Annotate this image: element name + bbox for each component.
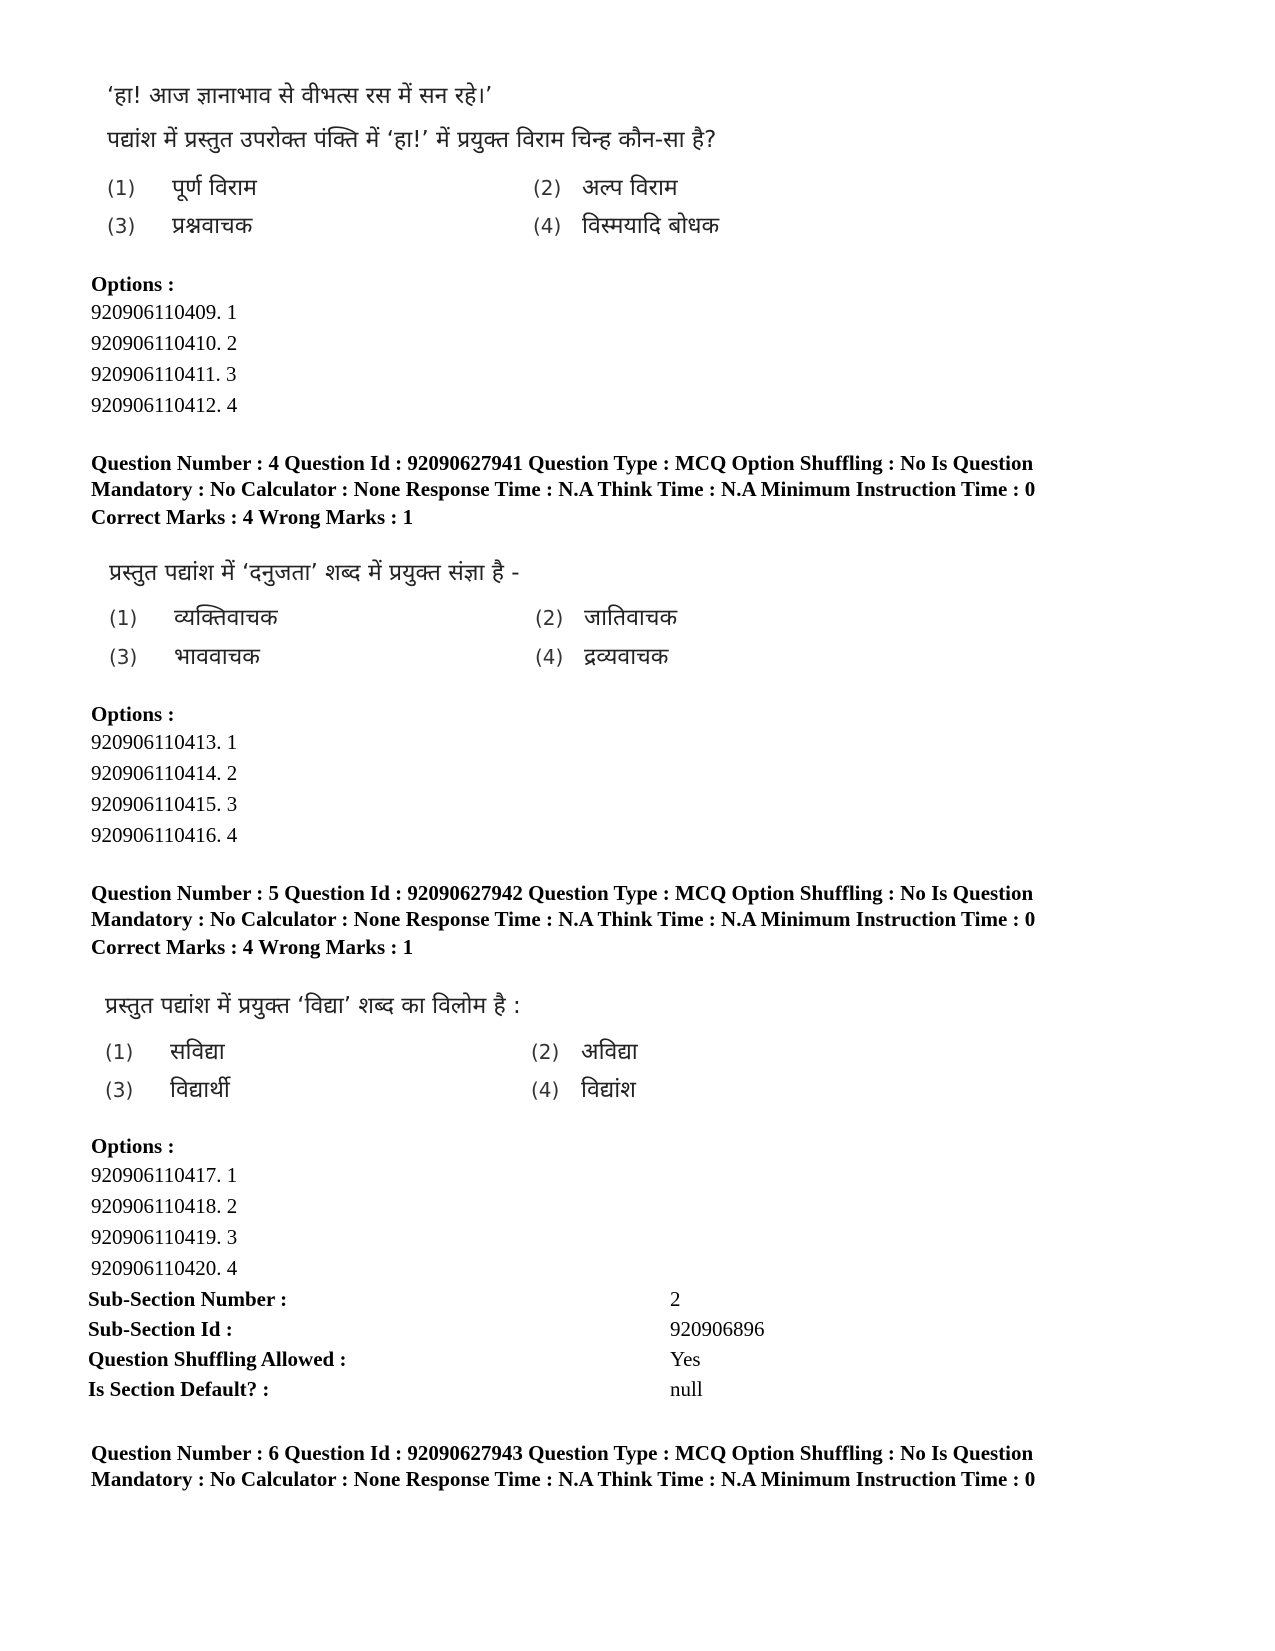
- q5-question-text: प्रस्तुत पद्यांश में प्रयुक्त ‘विद्या’ शब्द का विलोम है :: [105, 993, 521, 1019]
- q5-header-line-2: Mandatory : No Calculator : None Response Time : N.A Think Time : N.A Minimum Instruction Time : 0: [91, 907, 1036, 931]
- q5-choice-4-number: (4): [531, 1078, 560, 1102]
- q4-header-line-1: Question Number : 4 Question Id : 92090627941 Question Type : MCQ Option Shuffling : No Is Question: [91, 451, 1034, 475]
- option-item: 920906110414. 2: [91, 761, 238, 785]
- q3-choice-2-text: अल्प विराम: [582, 175, 678, 201]
- q3-choice-4-text: विस्मयादि बोधक: [582, 213, 720, 239]
- q4-choice-1-number: (1): [109, 606, 138, 630]
- q4-choice-4-text: द्रव्यवाचक: [584, 644, 669, 670]
- q4-choice-2-text: जातिवाचक: [584, 605, 678, 631]
- q3-choice-4-number: (4): [533, 214, 562, 238]
- option-item: 920906110409. 1: [91, 300, 238, 324]
- q4-options-label: Options :: [91, 702, 175, 726]
- option-item: 920906110412. 4: [91, 393, 238, 417]
- section-default-value: null: [670, 1377, 703, 1401]
- q4-choice-3-number: (3): [109, 645, 138, 669]
- question-shuffling-value: Yes: [670, 1347, 701, 1371]
- q5-choice-2-text: अविद्या: [581, 1039, 638, 1065]
- q5-options-list: [91, 1160, 237, 1284]
- option-item: 920906110419. 3: [91, 1225, 238, 1249]
- q5-options-label: Options :: [91, 1134, 175, 1158]
- option-item: 920906110417. 1: [91, 1163, 238, 1187]
- q4-choice-3-text: भाववाचक: [174, 644, 260, 670]
- subsection-id-value: 920906896: [670, 1317, 765, 1341]
- option-item: 920906110416. 4: [91, 823, 238, 847]
- q5-marks: Correct Marks : 4 Wrong Marks : 1: [91, 935, 414, 959]
- q5-choice-3-text: विद्यार्थी: [170, 1077, 230, 1103]
- q3-choice-3-text: प्रश्नवाचक: [172, 213, 253, 239]
- q4-options-list: [91, 727, 237, 851]
- q3-passage-line: ‘हा! आज ज्ञानाभाव से वीभत्स रस में सन रहे।’: [107, 83, 493, 109]
- q4-marks: Correct Marks : 4 Wrong Marks : 1: [91, 505, 414, 529]
- q3-question-text: पद्यांश में प्रस्तुत उपरोक्त पंक्ति में ‘हा!’ में प्रयुक्त विराम चिन्ह कौन-सा है?: [107, 127, 717, 153]
- q3-options-label: Options :: [91, 272, 175, 296]
- q6-header-line-2: Mandatory : No Calculator : None Response Time : N.A Think Time : N.A Minimum Instruction Time : 0: [91, 1467, 1036, 1491]
- q4-header: [91, 450, 1035, 502]
- q5-choice-4-text: विद्यांश: [581, 1077, 636, 1103]
- q4-question-text: प्रस्तुत पद्यांश में ‘दनुजता’ शब्द में प्रयुक्त संज्ञा है -: [109, 560, 520, 586]
- q5-choice-1-text: सविद्या: [170, 1039, 225, 1065]
- q3-choice-1-text: पूर्ण विराम: [172, 175, 257, 201]
- q3-choice-1-number: (1): [107, 176, 136, 200]
- q5-choice-3-number: (3): [105, 1078, 134, 1102]
- q5-header: [91, 880, 1035, 932]
- q6-header: [91, 1440, 1035, 1492]
- section-default-label: Is Section Default? :: [88, 1377, 270, 1401]
- option-item: 920906110415. 3: [91, 792, 238, 816]
- subsection-number-value: 2: [670, 1287, 681, 1311]
- q5-header-line-1: Question Number : 5 Question Id : 92090627942 Question Type : MCQ Option Shuffling : No Is Question: [91, 881, 1034, 905]
- q4-choice-2-number: (2): [535, 606, 564, 630]
- option-item: 920906110411. 3: [91, 362, 237, 386]
- q4-header-line-2: Mandatory : No Calculator : None Response Time : N.A Think Time : N.A Minimum Instruction Time : 0: [91, 477, 1036, 501]
- option-item: 920906110410. 2: [91, 331, 238, 355]
- question-shuffling-label: Question Shuffling Allowed :: [88, 1347, 347, 1371]
- q6-header-line-1: Question Number : 6 Question Id : 92090627943 Question Type : MCQ Option Shuffling : No Is Question: [91, 1441, 1034, 1465]
- option-item: 920906110420. 4: [91, 1256, 238, 1280]
- q3-choice-3-number: (3): [107, 214, 136, 238]
- q5-choice-1-number: (1): [105, 1040, 134, 1064]
- option-item: 920906110418. 2: [91, 1194, 238, 1218]
- subsection-id-label: Sub-Section Id :: [88, 1317, 233, 1341]
- subsection-number-label: Sub-Section Number :: [88, 1287, 288, 1311]
- q3-options-list: [91, 297, 237, 421]
- option-item: 920906110413. 1: [91, 730, 238, 754]
- q4-choice-4-number: (4): [535, 645, 564, 669]
- q5-choice-2-number: (2): [531, 1040, 560, 1064]
- q4-choice-1-text: व्यक्तिवाचक: [174, 605, 278, 631]
- q3-choice-2-number: (2): [533, 176, 562, 200]
